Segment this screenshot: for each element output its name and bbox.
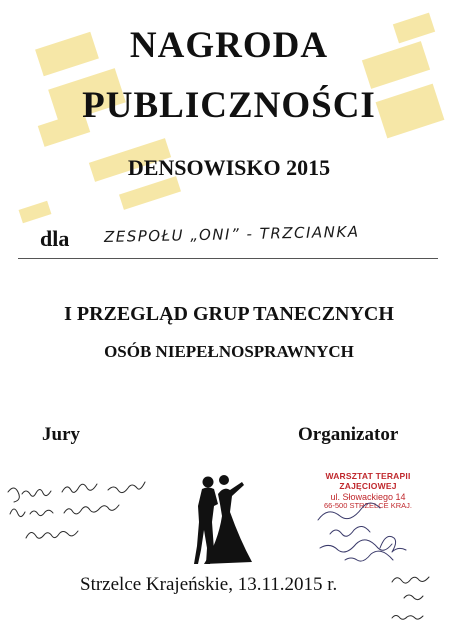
place-and-date: Strzelce Krajeńskie, 13.11.2015 r. [80,574,338,595]
for-label: dla [40,226,70,251]
jury-signature-3 [26,531,78,538]
event-name: DENSOWISKO 2015 [127,155,331,180]
subtitle-line1: I PRZEGLĄD GRUP TANECZNYCH [64,303,394,325]
stamp-line3: 66-500 STRZELCE KRAJ. [324,500,412,510]
jury-signature-1 [8,482,145,502]
certificate-title-line2: PUBLICZNOŚCI [82,85,376,126]
jury-label: Jury [42,424,80,445]
certificate-title-line1: NAGRODA [129,25,329,66]
organizer-signature-2 [392,577,429,619]
recipient-handwritten: ZESPOŁU „ONI” - TRZCIANKA [103,222,360,246]
jury-signature-2 [10,505,119,517]
organizer-label: Organizator [298,424,399,445]
stamp-line1: WARSZTAT TERAPII ZAJĘCIOWEJ [325,471,411,491]
organizer-signature-1 [318,503,406,561]
subtitle-line2: OSÓB NIEPEŁNOSPRAWNYCH [104,342,354,361]
stamp-line2: ul. Słowackiego 14 [330,491,406,502]
